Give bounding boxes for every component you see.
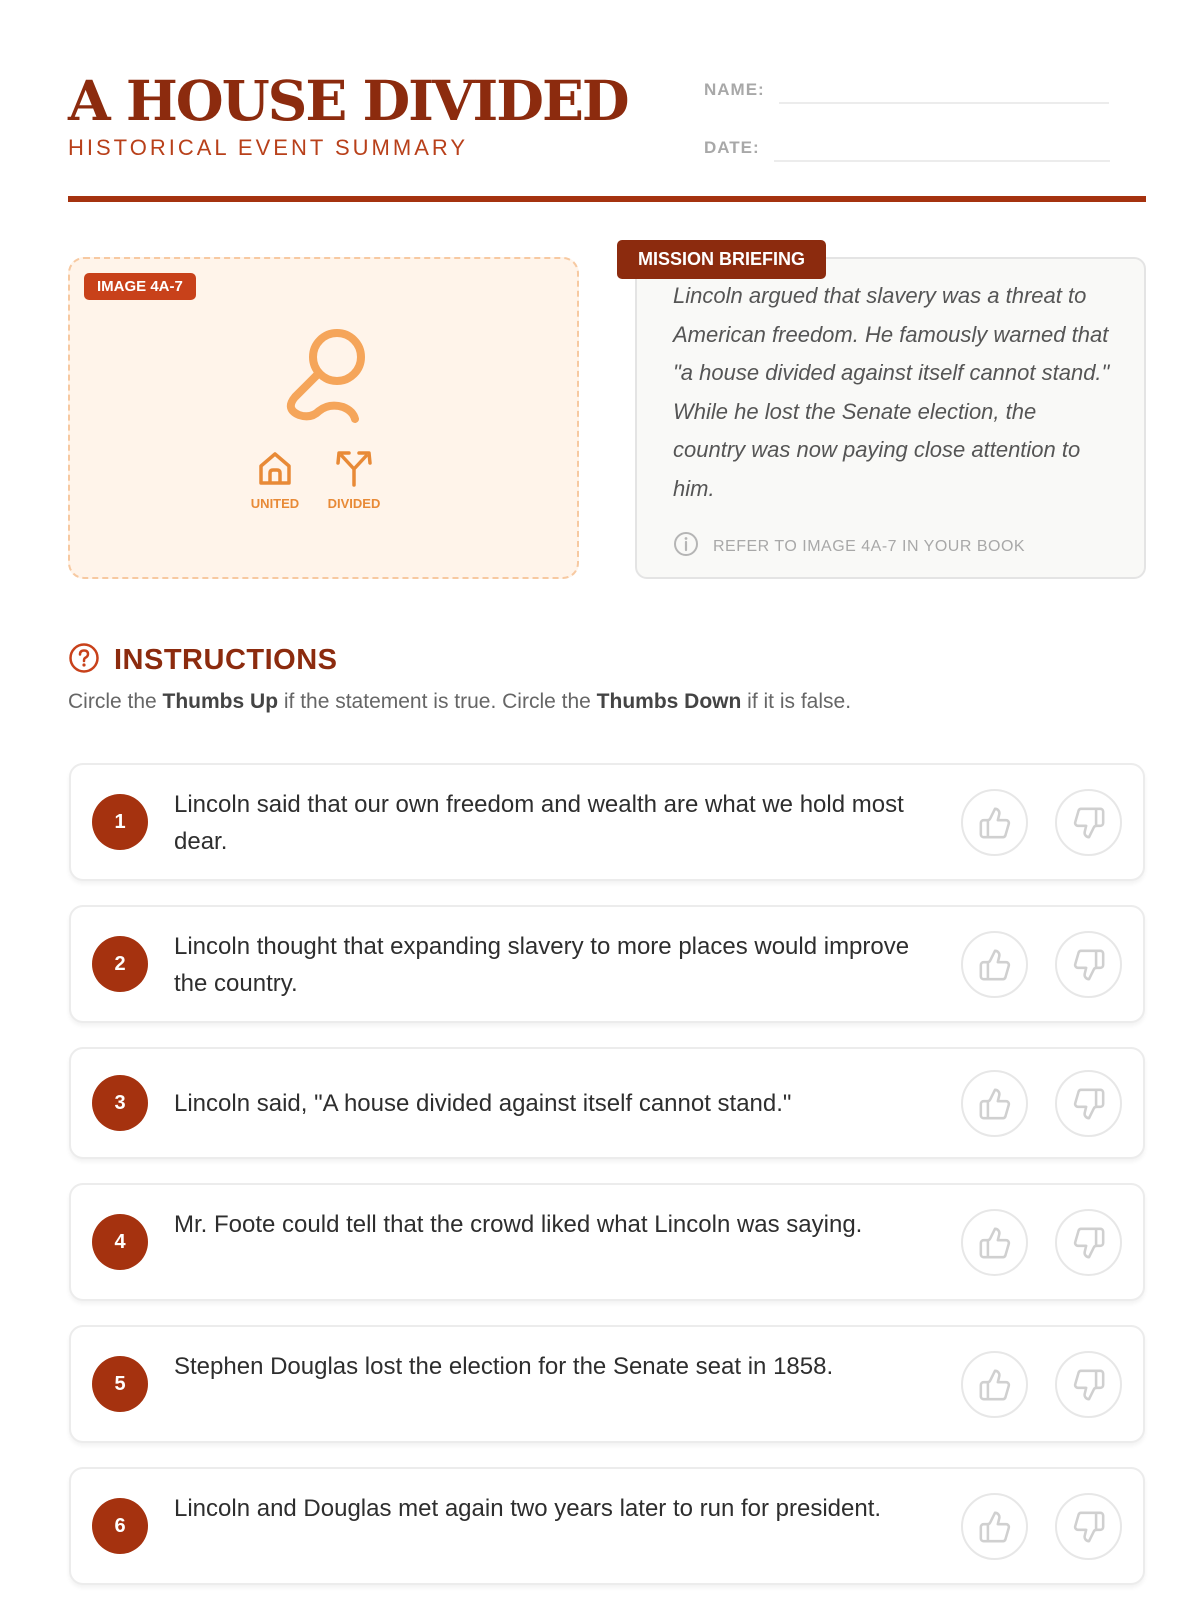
briefing-tag: MISSION BRIEFING [617, 240, 826, 279]
microphone-icon [283, 321, 373, 436]
thumbs-down-icon [1072, 948, 1106, 982]
question-card-3 [69, 1047, 1145, 1159]
thumbs-down-button[interactable] [1055, 789, 1122, 856]
briefing-reference [673, 531, 1025, 562]
header-rule [68, 196, 1146, 202]
united-item [235, 449, 315, 511]
thumbs-down-icon [1072, 1087, 1106, 1121]
divided-item [314, 449, 394, 511]
thumbs-up-icon [978, 1226, 1012, 1260]
question-text: Lincoln said, "A house divided against itself cannot stand." [174, 1090, 792, 1117]
question-card-4 [69, 1183, 1145, 1301]
worksheet-header [68, 68, 1146, 204]
thumbs-down-icon [1072, 1510, 1106, 1544]
question-card-5 [69, 1325, 1145, 1443]
question-text: Stephen Douglas lost the election for the Senate seat in 1858. [174, 1353, 834, 1380]
thumbs-up-button[interactable] [961, 1351, 1028, 1418]
page-subtitle: HISTORICAL EVENT SUMMARY [68, 135, 469, 160]
info-icon [673, 531, 699, 562]
thumbs-up-icon [978, 806, 1012, 840]
thumbs-up-button[interactable] [961, 789, 1028, 856]
name-label: NAME: [704, 80, 765, 99]
thumbs-up-button[interactable] [961, 931, 1028, 998]
date-label: DATE: [704, 138, 760, 157]
question-text: Lincoln and Douglas met again two years later to run for president. [174, 1495, 882, 1522]
question-number: 3 [92, 1075, 148, 1131]
question-number: 4 [92, 1214, 148, 1270]
thumbs-down-button[interactable] [1055, 931, 1122, 998]
question-text: Mr. Foote could tell that the crowd liked what Lincoln was saying. [174, 1211, 863, 1238]
question-number: 2 [92, 936, 148, 992]
image-panel [68, 257, 579, 579]
thumbs-up-button[interactable] [961, 1070, 1028, 1137]
thumbs-down-button[interactable] [1055, 1209, 1122, 1276]
thumbs-down-button[interactable] [1055, 1070, 1122, 1137]
thumbs-down-button[interactable] [1055, 1493, 1122, 1560]
thumbs-up-icon [978, 948, 1012, 982]
briefing-panel [635, 257, 1146, 579]
house-icon [256, 474, 294, 491]
question-number: 1 [92, 794, 148, 850]
split-arrows-icon [335, 474, 373, 491]
question-card-2 [69, 905, 1145, 1023]
thumbs-down-icon [1072, 806, 1106, 840]
thumbs-down-icon [1072, 1226, 1106, 1260]
thumbs-up-button[interactable] [961, 1493, 1028, 1560]
instructions-text: Circle the Thumbs Up if the statement is true. Circle the Thumbs Down if it is false. [68, 690, 852, 713]
date-field[interactable] [704, 138, 1110, 158]
date-line[interactable] [774, 160, 1110, 162]
question-number: 5 [92, 1356, 148, 1412]
instructions-title: INSTRUCTIONS [114, 644, 338, 676]
question-icon [68, 642, 100, 679]
question-card-1 [69, 763, 1145, 881]
thumbs-up-icon [978, 1368, 1012, 1402]
thumbs-up-icon [978, 1087, 1012, 1121]
question-card-6 [69, 1467, 1145, 1585]
question-text: Lincoln thought that expanding slavery to more places would improve the country. [174, 933, 910, 997]
name-line[interactable] [779, 102, 1109, 104]
thumbs-up-button[interactable] [961, 1209, 1028, 1276]
question-text: Lincoln said that our own freedom and wealth are what we hold most dear. [174, 791, 904, 855]
thumbs-down-icon [1072, 1368, 1106, 1402]
reference-text: REFER TO IMAGE 4A-7 IN YOUR BOOK [713, 537, 1026, 555]
united-label: UNITED [250, 496, 300, 511]
thumbs-down-button[interactable] [1055, 1351, 1122, 1418]
question-number: 6 [92, 1498, 148, 1554]
page-title: A HOUSE DIVIDED [68, 68, 628, 133]
divided-label: DIVIDED [327, 496, 381, 511]
instructions-heading [68, 642, 338, 679]
briefing-text: Lincoln argued that slavery was a threat to American freedom. He famously warned that "a house divided against itself cannot stand." While he lost the Senate election, the country was now paying close attention to him. [673, 283, 1110, 501]
thumbs-up-icon [978, 1510, 1012, 1544]
name-field[interactable] [704, 80, 1109, 100]
image-tag: IMAGE 4A-7 [84, 273, 196, 300]
